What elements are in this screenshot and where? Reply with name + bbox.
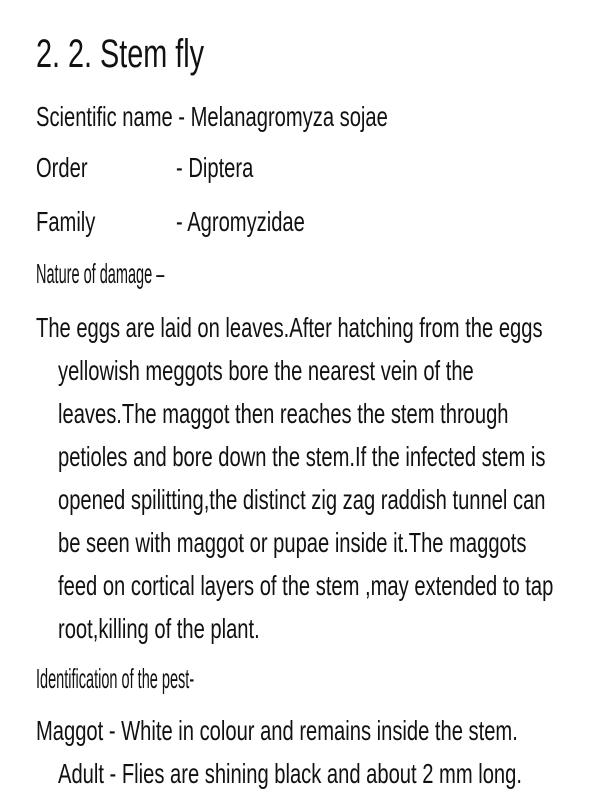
section-heading: 2. 2. Stem fly <box>36 32 205 76</box>
order-label: Order <box>36 152 88 183</box>
scientific-name-row <box>36 100 525 134</box>
damage-line: The eggs are laid on leaves.After hatching from the eggs <box>36 312 543 343</box>
damage-line: opened spilitting,the distinct zig zag raddish tunnel can <box>58 484 546 515</box>
family-value: - Agromyzidae <box>176 206 305 237</box>
damage-line: be seen with maggot or pupae inside it.The maggots <box>58 527 527 558</box>
order-value: - Diptera <box>176 152 254 183</box>
damage-line: leaves.The maggot then reaches the stem through <box>58 398 509 429</box>
family-row <box>36 205 305 239</box>
identification-heading <box>36 662 256 696</box>
order-row <box>36 151 254 185</box>
damage-line: petioles and bore down the stem.If the infected stem is <box>58 441 546 472</box>
scientific-name: Scientific name - Melanagromyza sojae <box>36 101 388 132</box>
family-label: Family <box>36 206 96 237</box>
damage-line: root,killing of the plant. <box>58 613 260 644</box>
identification-line: Adult - Flies are shining black and about 2 mm long. <box>58 758 522 789</box>
damage-heading <box>36 257 214 291</box>
damage-line: feed on cortical layers of the stem ,may extended to tap <box>58 570 554 601</box>
damage-line: yellowish meggots bore the nearest vein of the <box>58 355 474 386</box>
identification-line: Maggot - White in colour and remains inside the stem. <box>36 715 518 746</box>
damage-heading-text: Nature of damage – <box>36 258 165 289</box>
identification-heading-text: Identification of the pest- <box>36 663 195 694</box>
